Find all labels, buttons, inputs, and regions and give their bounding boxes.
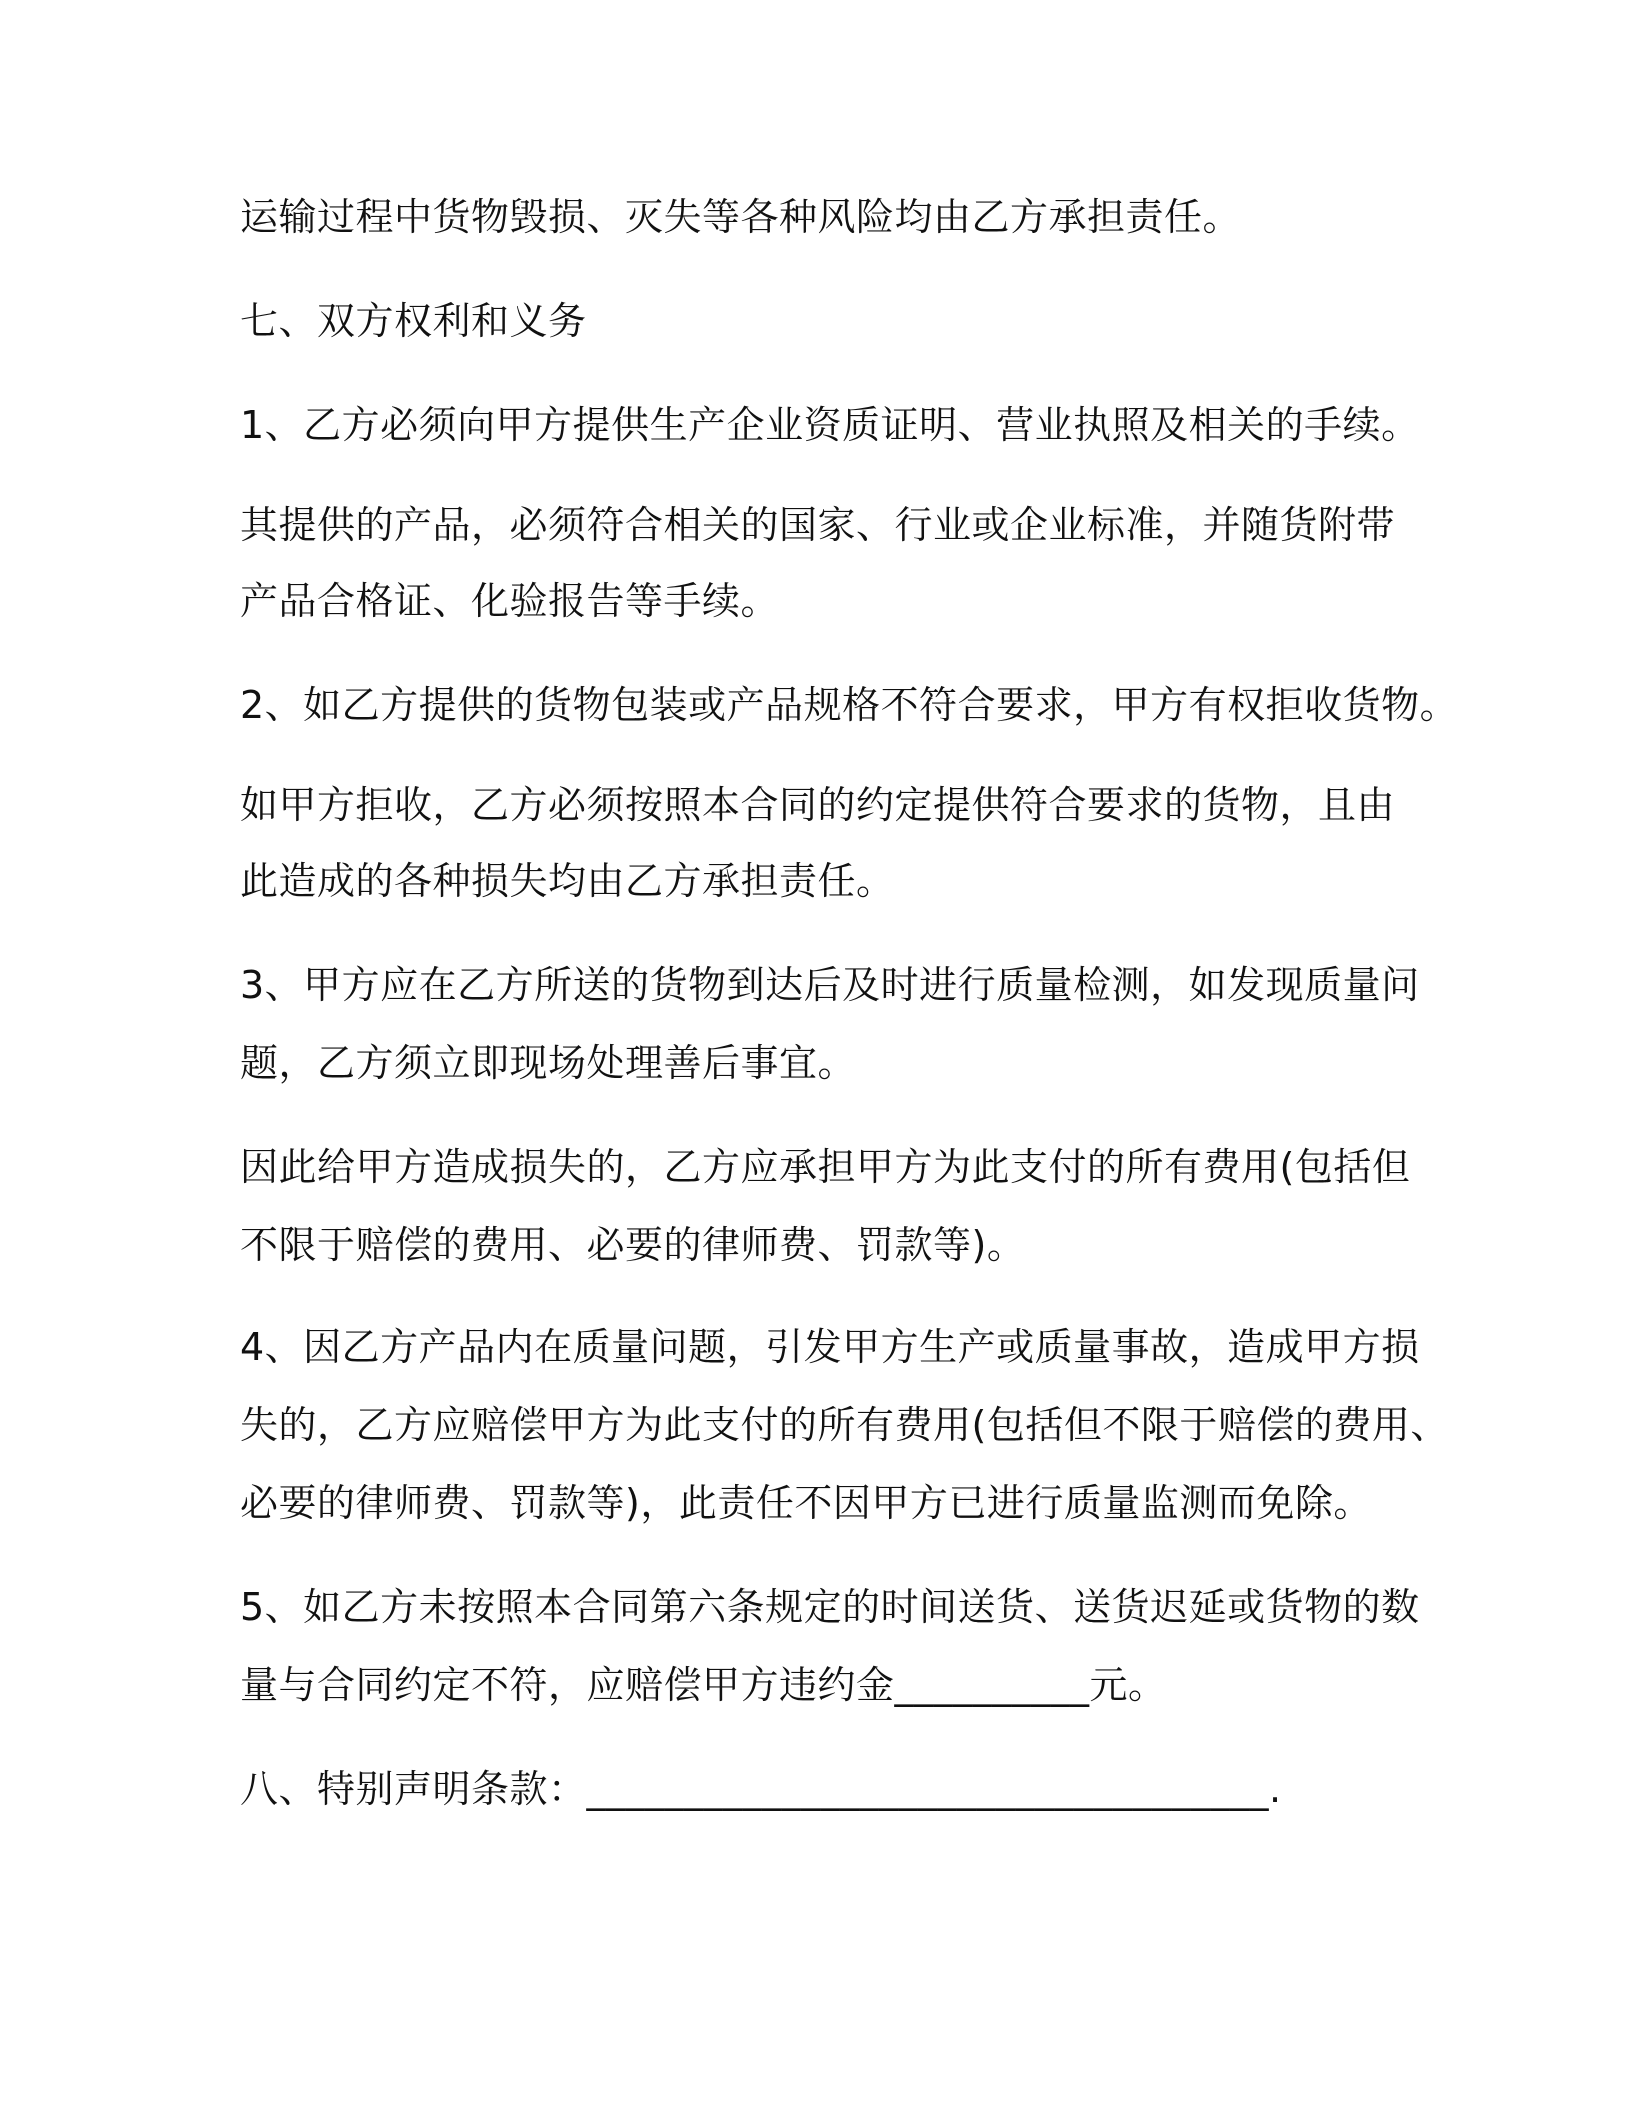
text-line: 如甲方拒收，乙方必须按照本合同的约定提供符合要求的货物，且由 xyxy=(240,783,1396,827)
text-line: 失的，乙方应赔偿甲方为此支付的所有费用(包括但不限于赔偿的费用、 xyxy=(240,1403,1449,1447)
text-line: 量与合同约定不符，应赔偿甲方违约金__________元。 xyxy=(240,1663,1167,1707)
text-line: 4、因乙方产品内在质量问题，引发甲方生产或质量事故，造成甲方损 xyxy=(240,1325,1420,1369)
section-heading: 八、特别声明条款：___________________________________. xyxy=(240,1767,1282,1811)
text-line: 产品合格证、化验报告等手续。 xyxy=(240,579,780,623)
text-line: 因此给甲方造成损失的，乙方应承担甲方为此支付的所有费用(包括但 xyxy=(240,1145,1411,1189)
text-line: 运输过程中货物毁损、灭失等各种风险均由乙方承担责任。 xyxy=(240,195,1242,239)
text-line: 不限于赔偿的费用、必要的律师费、罚款等)。 xyxy=(240,1223,1026,1267)
text-line: 其提供的产品，必须符合相关的国家、行业或企业标准，并随货附带 xyxy=(240,503,1396,547)
text-line: 题，乙方须立即现场处理善后事宜。 xyxy=(240,1041,857,1085)
text-line: 2、如乙方提供的货物包装或产品规格不符合要求，甲方有权拒收货物。 xyxy=(240,683,1459,727)
text-line: 1、乙方必须向甲方提供生产企业资质证明、营业执照及相关的手续。 xyxy=(240,403,1420,447)
text-line: 3、甲方应在乙方所送的货物到达后及时进行质量检测，如发现质量问 xyxy=(240,963,1420,1007)
text-line: 必要的律师费、罚款等)，此责任不因甲方已进行质量监测而免除。 xyxy=(240,1481,1372,1525)
text-line: 此造成的各种损失均由乙方承担责任。 xyxy=(240,859,895,903)
text-line: 5、如乙方未按照本合同第六条规定的时间送货、送货迟延或货物的数 xyxy=(240,1585,1420,1629)
section-heading: 七、双方权利和义务 xyxy=(240,299,587,343)
